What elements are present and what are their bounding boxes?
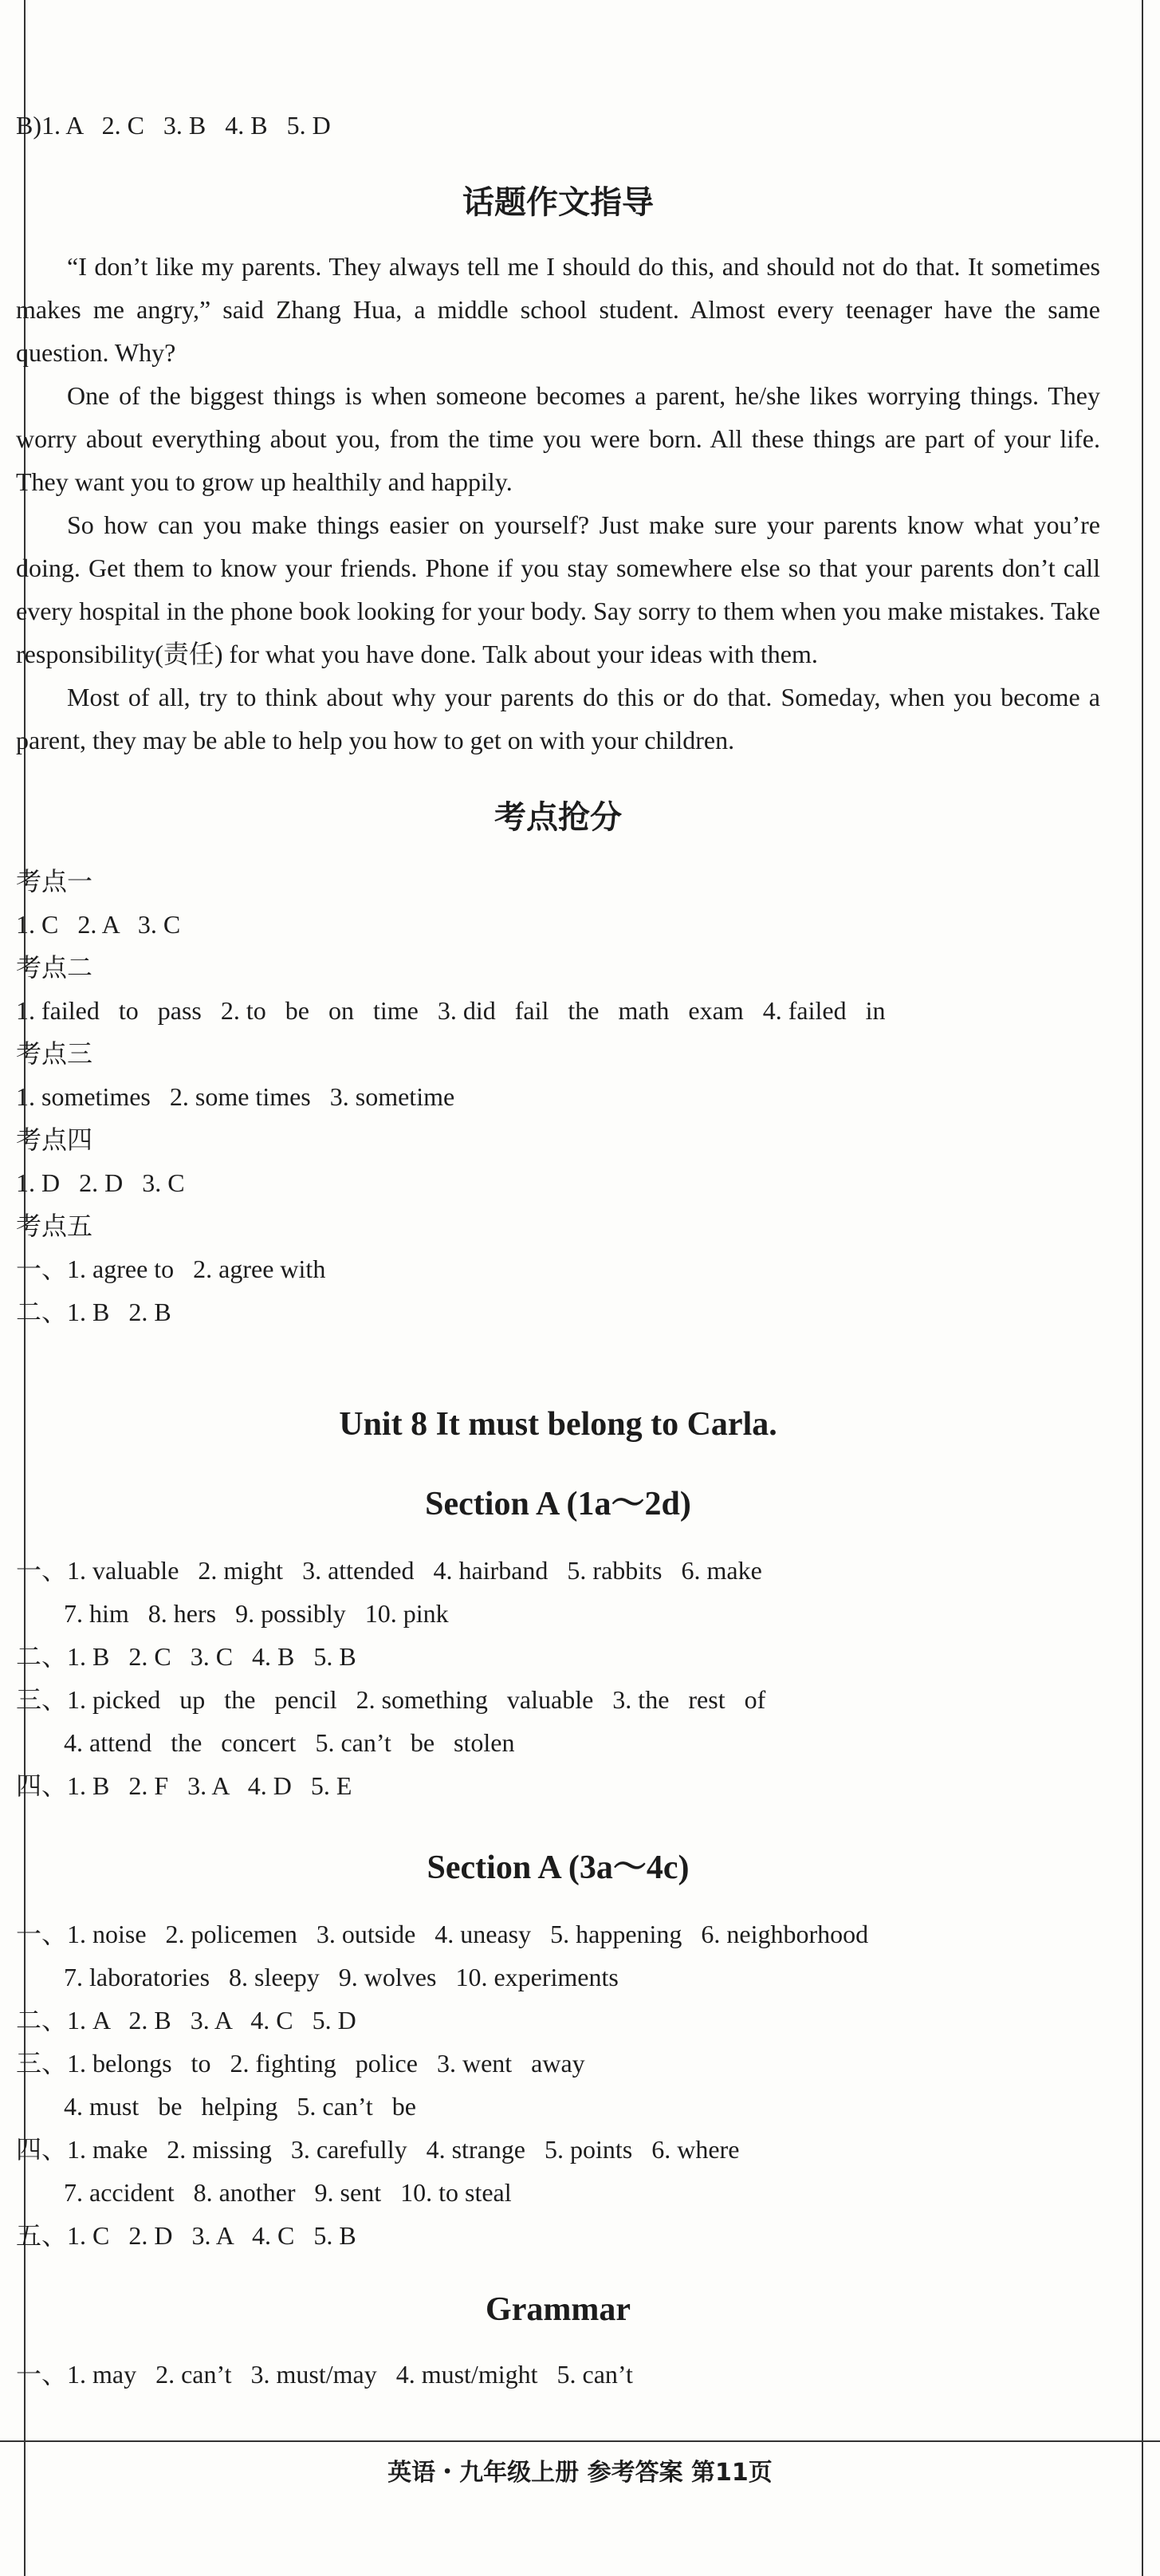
kaodian-line: 1. C 2. A 3. C [16, 910, 181, 939]
kaodian-line: 1. failed to pass 2. to be on time 3. did fail the math exam 4. failed in [16, 996, 886, 1025]
kaodian-line: 一、1. agree to 2. agree with [16, 1255, 326, 1283]
answer-line-top: B)1. A 2. C 3. B 4. B 5. D [16, 111, 331, 140]
section-a-1-line: 4. attend the concert 5. can’t be stolen [64, 1728, 515, 1757]
kaodian-line: 考点五 [16, 1211, 93, 1240]
essay-paragraph-1: “I don’t like my parents. They always tell me I should do this, and should not do that. It sometimes makes me angry,” said Zhang Hua, a middle school student. Almost every teenager have the same question. Why? [16, 252, 1100, 367]
section-a-2-line: 7. laboratories 8. sleepy 9. wolves 10. experiments [64, 1963, 619, 1991]
section-a-2-line: 三、1. belongs to 2. fighting police 3. went away [16, 2049, 585, 2078]
kaodian-line: 考点一 [16, 867, 93, 896]
kaodian-title: 考点抢分 [494, 799, 622, 836]
section-a-1-line: 二、1. B 2. C 3. C 4. B 5. B [16, 1642, 356, 1671]
footer-rule [0, 2440, 1160, 2442]
section-a-2-line: 五、1. C 2. D 3. A 4. C 5. B [16, 2221, 356, 2250]
section-a-2-line: 一、1. noise 2. policemen 3. outside 4. uneasy 5. happening 6. neighborhood [16, 1920, 869, 1948]
kaodian-line: 考点三 [16, 1039, 93, 1068]
kaodian-line: 考点二 [16, 953, 93, 982]
section-a-2-line: 四、1. make 2. missing 3. carefully 4. strange 5. points 6. where [16, 2135, 740, 2164]
essay-title: 话题作文指导 [462, 184, 654, 221]
section-a-2-title: Section A (3a～4c) [427, 1849, 690, 1886]
kaodian-line: 考点四 [16, 1125, 93, 1154]
answer-content [16, 104, 1100, 2396]
essay-paragraph-3: So how can you make things easier on yourself? Just make sure your parents know what you’re doing. Get them to know your friends. Phone if you stay somewhere else so that your parents don’t call every hospital in the phone book looking for your body. Say sorry to them when you make mistakes. Take responsibility(责任) for what you have done. Talk about your ideas with them. [16, 510, 1100, 668]
grammar-line: 一、1. may 2. can’t 3. must/may 4. must/might 5. can’t [16, 2360, 633, 2389]
kaodian-line: 1. sometimes 2. some times 3. sometime [16, 1082, 455, 1111]
section-a-2-line: 4. must be helping 5. can’t be [64, 2092, 416, 2121]
kaodian-line: 1. D 2. D 3. C [16, 1168, 185, 1197]
kaodian-line: 二、1. B 2. B [16, 1298, 171, 1326]
section-a-1-line: 四、1. B 2. F 3. A 4. D 5. E [16, 1771, 352, 1800]
section-a-2-line: 二、1. A 2. B 3. A 4. C 5. D [16, 2006, 356, 2034]
section-a-1-line: 三、1. picked up the pencil 2. something valuable 3. the rest of [16, 1685, 766, 1714]
unit-title: Unit 8 It must belong to Carla. [339, 1406, 777, 1443]
section-a-2-line: 7. accident 8. another 9. sent 10. to steal [64, 2178, 512, 2207]
section-a-1-line: 一、1. valuable 2. might 3. attended 4. hairband 5. rabbits 6. make [16, 1556, 762, 1585]
page-footer: 英语・九年级上册 参考答案 第11页 [387, 2459, 773, 2487]
essay-paragraph-2: One of the biggest things is when someone becomes a parent, he/she likes worrying things. They worry about everything about you, from the time you were born. All these things are part of your life. They want you to grow up healthily and happily. [16, 381, 1100, 496]
essay-paragraph-4: Most of all, try to think about why your parents do this or do that. Someday, when you become a parent, they may be able to help you how to get on with your children. [16, 683, 1100, 754]
section-a-1-line: 7. him 8. hers 9. possibly 10. pink [64, 1599, 449, 1628]
grammar-title: Grammar [486, 2291, 631, 2328]
section-a-1-title: Section A (1a～2d) [425, 1486, 691, 1522]
